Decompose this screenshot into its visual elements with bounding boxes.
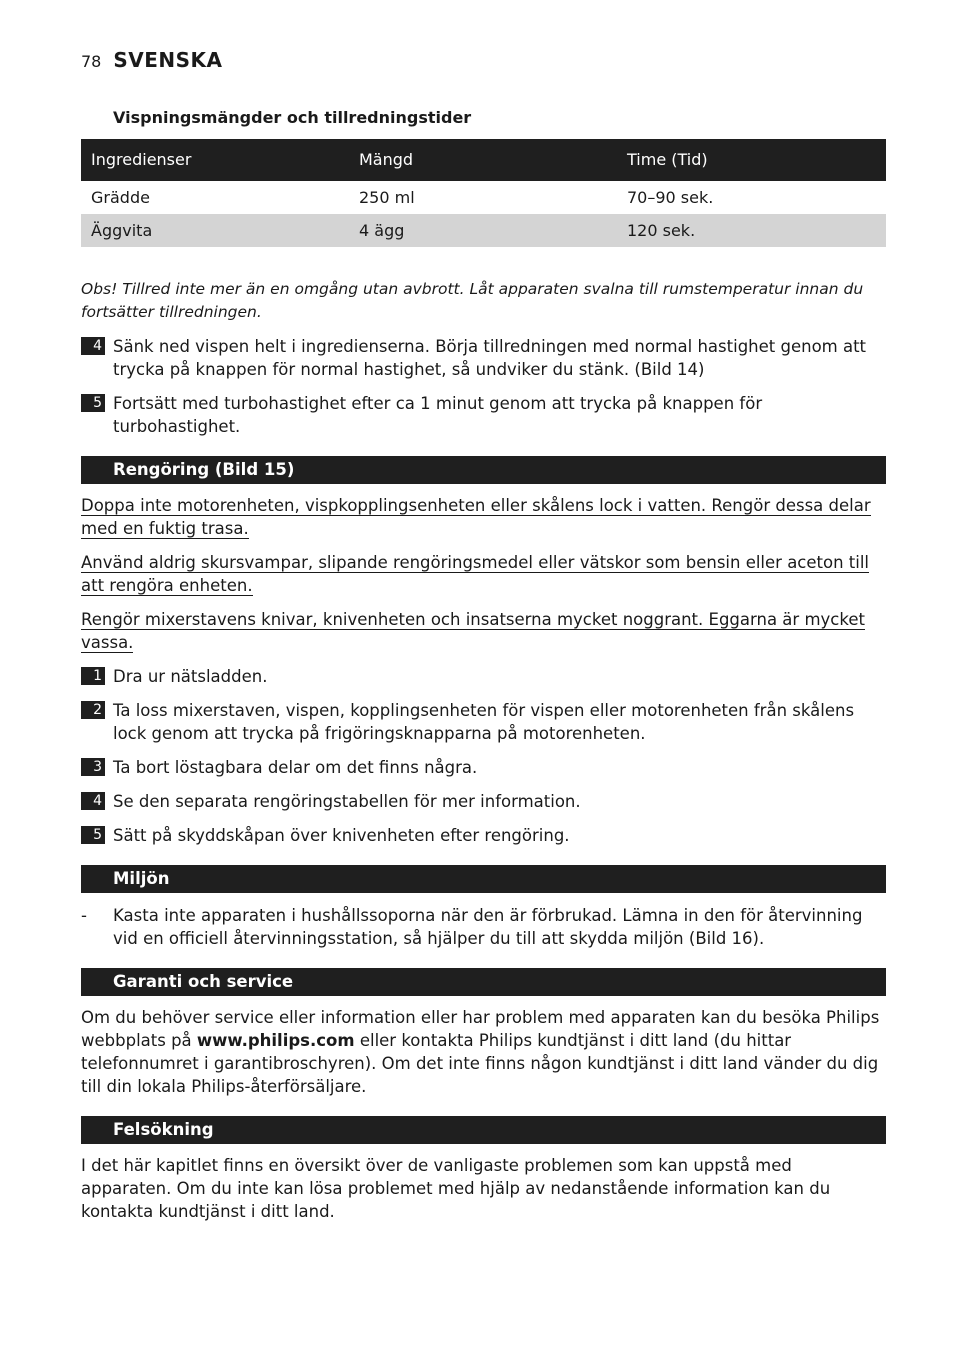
table-row <box>81 214 886 247</box>
step-number: 1 <box>81 667 105 685</box>
step-text: Ta loss mixerstaven, vispen, kopplingsenheten för vispen eller motorenheten från skålens lock genom att trycka på frigöringsknapparna på motorenheten. <box>113 701 855 743</box>
table-cell: 70–90 sek. <box>617 181 886 215</box>
step-text: Ta bort löstagbara delar om det finns några. <box>113 758 478 777</box>
table-cell: 250 ml <box>349 181 617 215</box>
warning-item <box>81 608 886 654</box>
table-title: Vispningsmängder och tillredningstider <box>113 108 472 127</box>
step-item <box>81 699 886 745</box>
step-text: Fortsätt med turbohastighet efter ca 1 minut genom att trycka på knappen för turbohastighet. <box>113 394 763 436</box>
whisking-table <box>81 139 886 247</box>
section-heading-troubleshooting <box>81 1116 886 1144</box>
step-text: Dra ur nätsladden. <box>113 667 268 686</box>
step-text: Se den separata rengöringstabellen för mer information. <box>113 792 581 811</box>
list-item-text: Kasta inte apparaten i hushållssoporna när den är förbrukad. Lämna in den för återvinning vid en officiell återvinningsstation, så hjälper du till att skydda miljön (Bild 16). <box>113 906 863 948</box>
step-item <box>81 335 886 381</box>
section-heading-text: Felsökning <box>113 1120 214 1139</box>
section-heading-environment <box>81 865 886 893</box>
table-cell: 4 ägg <box>349 214 617 247</box>
page-number: 78 <box>81 52 102 71</box>
step-number: 5 <box>81 826 105 844</box>
note-text: Obs! Tillred inte mer än en omgång utan avbrott. Låt apparaten svalna till rumstemperatur innan du fortsätter tillredningen. <box>81 280 864 321</box>
table-cell: Grädde <box>81 181 349 215</box>
section-heading-cleaning <box>81 456 886 484</box>
warranty-text-after: eller kontakta Philips kundtjänst i ditt land (du hittar telefonnumret i garantibroschyren). Om det inte finns någon kundtjänst i ditt land vänder du dig till din lokala Philips-återförsäljare. <box>81 1031 879 1096</box>
warning-item <box>81 551 886 597</box>
language-title: SVENSKA <box>113 48 223 72</box>
list-item <box>81 904 886 950</box>
warning-item <box>81 494 886 540</box>
table-row <box>81 181 886 215</box>
warning-text: Rengör mixerstavens knivar, knivenheten och insatserna mycket noggrant. Eggarna är mycket vassa. <box>81 610 865 652</box>
step-number: 2 <box>81 701 105 719</box>
section-heading-text: Garanti och service <box>113 972 294 991</box>
step-number: 4 <box>81 792 105 810</box>
step-item <box>81 824 886 847</box>
step-item <box>81 756 886 779</box>
warranty-paragraph <box>81 1006 886 1098</box>
section-heading-text: Rengöring (Bild 15) <box>113 460 295 479</box>
step-text: Sätt på skyddskåpan över knivenheten efter rengöring. <box>113 826 570 845</box>
step-number: 3 <box>81 758 105 776</box>
step-number: 4 <box>81 337 105 355</box>
table-header-ingredients: Ingredienser <box>81 139 349 181</box>
step-number: 5 <box>81 394 105 412</box>
step-item <box>81 392 886 438</box>
step-item <box>81 790 886 813</box>
table-cell: Äggvita <box>81 214 349 247</box>
table-cell: 120 sek. <box>617 214 886 247</box>
warning-text: Använd aldrig skursvampar, slipande rengöringsmedel eller vätskor som bensin eller aceton till att rengöra enheten. <box>81 553 870 595</box>
step-item <box>81 665 886 688</box>
section-heading-text: Miljön <box>113 869 170 888</box>
step-text: Sänk ned vispen helt i ingredienserna. Börja tillredningen med normal hastighet genom att trycka på knappen för normal hastighet, så undviker du stänk. (Bild 14) <box>113 337 867 379</box>
dash-bullet: - <box>81 906 87 925</box>
philips-url-link[interactable]: www.philips.com <box>196 1031 355 1050</box>
table-header-row <box>81 139 886 181</box>
warning-text: Doppa inte motorenheten, vispkopplingsenheten eller skålens lock i vatten. Rengör dessa delar med en fuktig trasa. <box>81 496 871 538</box>
troubleshooting-paragraph: I det här kapitlet finns en översikt över de vanligaste problemen som kan uppstå med apparaten. Om du inte kan lösa problemet med hjälp av nedanstående information kan du kontakta kundtjänst i ditt land. <box>81 1156 831 1221</box>
page-header <box>81 48 223 72</box>
table-header-time: Time (Tid) <box>617 139 886 181</box>
section-heading-warranty <box>81 968 886 996</box>
warranty-text-before: Om du behöver service eller information eller har problem med apparaten kan du besöka Philips webbplats på <box>81 1008 880 1050</box>
table-header-amount: Mängd <box>349 139 617 181</box>
